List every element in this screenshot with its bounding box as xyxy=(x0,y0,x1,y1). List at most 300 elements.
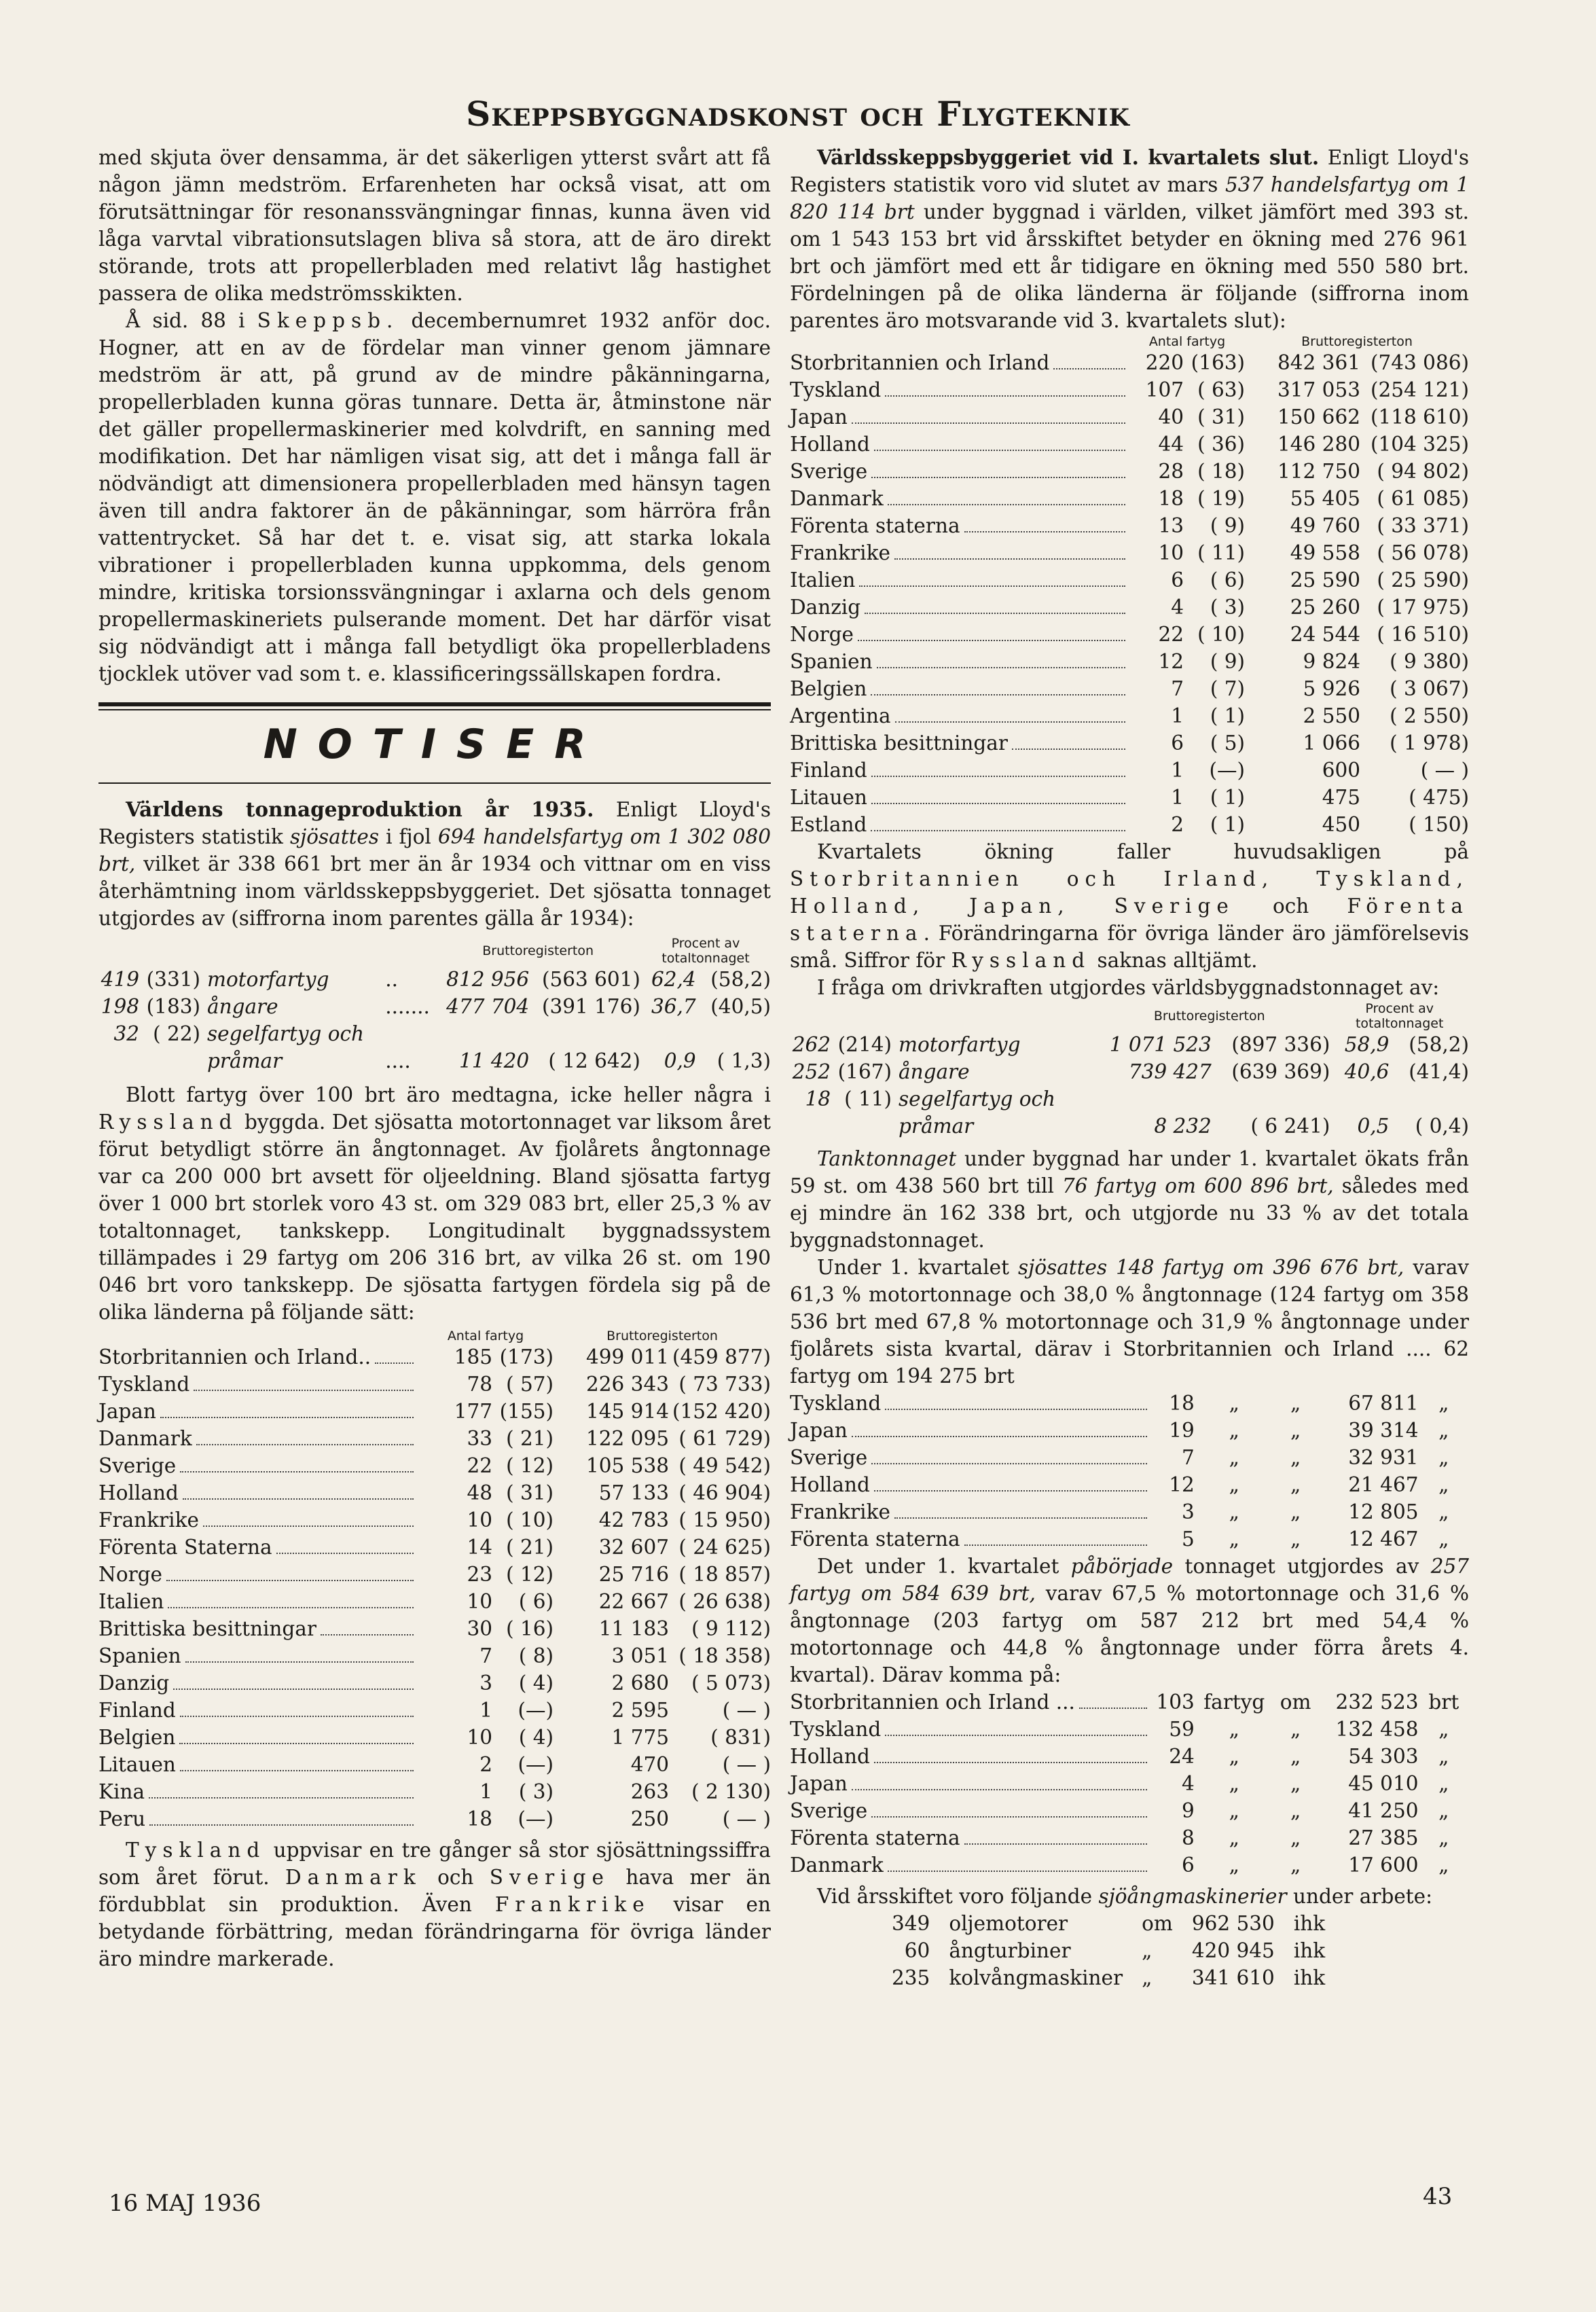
table-row xyxy=(790,594,1469,621)
table-cell xyxy=(790,566,1129,594)
country-name: Tyskland xyxy=(790,378,882,401)
table-cell xyxy=(98,1506,418,1534)
table-cell: 44 xyxy=(1158,433,1184,456)
table-cell: 470 xyxy=(630,1753,669,1776)
table-cell xyxy=(98,1751,418,1778)
table-cell xyxy=(790,539,1129,566)
table-cell: 1 xyxy=(1171,759,1184,782)
paragraph: Under 1. kvartalet sjösattes 148 fartyg om 396 676 brt, varav 61,3 % motortonnage och 38,0 % ångtonnage (124 fartyg om 358 536 brt med 67,8 % motortonnage och 31,9 % ångtonnage under fjolårets sista kvartal, därav i Storbritannien och Irland .... 62 fartyg om 194 275 brt xyxy=(790,1256,1469,1388)
table-cell: (391 176) xyxy=(541,995,640,1018)
table-cell: 67 811 xyxy=(1348,1392,1419,1415)
table-cell xyxy=(139,1047,200,1074)
table-cell: 12 467 xyxy=(1348,1528,1419,1551)
country-name: Finland xyxy=(98,1699,176,1722)
table-row xyxy=(790,1417,1469,1444)
table-cell: ( 9) xyxy=(1210,514,1245,537)
table-cell: ( 57) xyxy=(506,1373,554,1396)
country-name: Norge xyxy=(790,623,854,646)
table-cell xyxy=(98,1534,418,1561)
table-cell: 49 558 xyxy=(1290,541,1360,564)
table-cell: 1 xyxy=(1171,786,1184,809)
table-row xyxy=(98,1751,771,1778)
table-cell: 21 467 xyxy=(1348,1473,1419,1496)
table-cell: 60 xyxy=(904,1939,930,1962)
table-cell: ( 10) xyxy=(506,1509,554,1532)
table-cell: 62,4 xyxy=(651,968,696,991)
table-row xyxy=(790,1113,1469,1140)
table-cell: ( — ) xyxy=(722,1807,771,1830)
table-row xyxy=(98,1642,771,1669)
launch-by-country-table xyxy=(790,1390,1469,1553)
table-cell: „ xyxy=(1438,1392,1449,1415)
country-name: Sverige xyxy=(790,1799,868,1822)
table-cell: 477 704 xyxy=(446,995,530,1018)
table-cell: 145 914 xyxy=(586,1400,669,1423)
table-cell: ( 11) xyxy=(1197,541,1245,564)
country-name: Sverige xyxy=(98,1454,177,1477)
table-cell: kolvångmaskiner xyxy=(949,1966,1123,1989)
table-cell xyxy=(529,1020,640,1047)
country-name: Finland xyxy=(790,759,867,782)
table-cell: (459 877) xyxy=(672,1345,771,1369)
table-cell: ( 0,4) xyxy=(1415,1115,1469,1138)
table-cell: ( 31) xyxy=(506,1481,554,1504)
table-row xyxy=(790,566,1469,594)
table-cell: ( 36) xyxy=(1197,433,1245,456)
table-cell: „ xyxy=(1229,1799,1239,1822)
table-cell: „ xyxy=(1438,1500,1449,1523)
table-cell: „ xyxy=(1229,1826,1239,1849)
country-name: Frankrike xyxy=(790,541,890,564)
table-cell: ( 2 130) xyxy=(691,1780,771,1803)
table-row xyxy=(98,1479,771,1506)
table-cell: 185 xyxy=(454,1345,492,1369)
table-cell: ( 1) xyxy=(1210,786,1245,809)
table-cell xyxy=(1330,1085,1389,1113)
table-cell: 18 xyxy=(1169,1392,1195,1415)
table-cell: „ xyxy=(1290,1772,1301,1795)
table-cell: 420 945 xyxy=(1191,1939,1275,1962)
table-row xyxy=(98,1561,771,1588)
table-cell: 226 343 xyxy=(586,1373,669,1396)
table-cell: 49 760 xyxy=(1290,514,1360,537)
table-cell: 842 361 xyxy=(1277,351,1360,374)
country-name: Litauen xyxy=(790,786,867,809)
table-cell xyxy=(98,1778,418,1805)
table-cell xyxy=(98,1452,418,1479)
table-cell: 812 956 xyxy=(446,968,530,991)
table-row xyxy=(892,1964,1344,1991)
table-cell: ....... xyxy=(385,995,430,1018)
table-cell: ( 9 112) xyxy=(691,1617,771,1640)
table-cell: „ xyxy=(1290,1473,1301,1496)
country-name: Storbritannien och Irland ... xyxy=(790,1691,1075,1714)
table-cell: 103 xyxy=(1156,1691,1195,1714)
table-row xyxy=(790,1852,1469,1879)
country-launch-table: Antal fartyg Bruttoregisterton Storbritannien och Irland.. 185 (173) 499 011 (459 877) Tyskland 78 ( 57) 226 343 ( 73 733) Japan 177 (155) 145 914 (152 420) Danmark 33 ( 21) 122 095 ( 61 729) Sverige 22 ( 12) 105 538 ( 49 542) Holland 48 ( 31) 57 133 ( 46 904) Frankrike 10 ( 10) 42 783 ( 15 950) Förenta Staterna 14 ( 21) 32 607 ( 24 625) Norge 23 ( 12) 25 716 ( 18 857) Italien 10 ( 6) 22 667 ( 26 638) Brittiska besittningar 30 ( 16) 11 183 ( 9 112) Spanien 7 ( 8) 3 051 ( 18 358) Danzig 3 ( 4) 2 680 ( 5 073) Finland 1 (—) 2 595 ( — ) Belgien 10 ( 4) 1 775 ( 831) Litauen 2 (—) 470 ( — ) Kina 1 ( 3) 263 ( 2 130) Peru 18 (—) 250 ( — ) xyxy=(98,1329,771,1832)
tonnage-type-table: Bruttoregisterton Procent av totaltonnaget 419 (331) motorfartyg .. 812 956 (563 601) 62,4 (58,2) 198 (183) ångare ....... 477 704 (391 176) 36,7 (40,5) 32 ( 22) segelfartyg och pråmar .... 11 420 ( 12 642) 0,9 ( 1,3) xyxy=(98,936,771,1074)
machinery-table xyxy=(892,1910,1344,1991)
table-cell: ångare xyxy=(207,995,278,1018)
table-cell: ( 3) xyxy=(1210,596,1245,619)
table-row xyxy=(790,1085,1469,1113)
table-cell: 19 xyxy=(1169,1419,1195,1442)
table-cell: 32 607 xyxy=(598,1536,669,1559)
table-cell: 55 405 xyxy=(1290,487,1360,510)
table-row xyxy=(98,1047,771,1074)
table-cell: ( 11) xyxy=(844,1087,892,1110)
table-cell xyxy=(790,1743,1151,1770)
table-cell: ( 25 590) xyxy=(1377,568,1469,592)
table-row xyxy=(790,675,1469,702)
country-name: Danmark xyxy=(790,487,884,510)
table-cell: „ xyxy=(1290,1854,1301,1877)
table-cell xyxy=(1089,1085,1212,1113)
table-cell: ( 18 358) xyxy=(678,1644,771,1667)
table-cell: „ xyxy=(1438,1745,1449,1768)
table-cell: 54 303 xyxy=(1348,1745,1419,1768)
table-cell: „ xyxy=(1438,1772,1449,1795)
table-cell: om xyxy=(1280,1691,1311,1714)
table-cell: 1 xyxy=(479,1699,492,1722)
table-cell: ( 3) xyxy=(518,1780,554,1803)
table-cell: „ xyxy=(1229,1772,1239,1795)
country-construction-table: Antal fartyg Bruttoregisterton Storbritannien och Irland 220 (163) 842 361 (743 086) Tyskland 107 ( 63) 317 053 (254 121) Japan 40 ( 31) 150 662 (118 610) Holland 44 ( 36) 146 280 (104 325) Sverige 28 ( 18) 112 750 ( 94 802) Danmark 18 ( 19) 55 405 ( 61 085) Förenta staterna 13 ( 9) 49 760 ( 33 371) Frankrike 10 ( 11) 49 558 ( 56 078) Italien 6 ( 6) 25 590 ( 25 590) Danzig 4 ( 3) 25 260 ( 17 975) Norge 22 ( 10) 24 544 ( 16 510) Spanien 12 ( 9) 9 824 ( 9 380) Belgien 7 ( 7) 5 926 ( 3 067) Argentina 1 ( 1) 2 550 ( 2 550) Brittiska besittningar 6 ( 5) 1 066 ( 1 978) Finland 1 (—) 600 ( — ) Litauen 1 ( 1) 475 ( 475) Estland 2 ( 1) 450 ( 150) xyxy=(790,334,1469,838)
table-cell: 9 824 xyxy=(1303,650,1360,673)
table-row xyxy=(98,1452,771,1479)
table-cell: 1 066 xyxy=(1303,731,1360,755)
table-row xyxy=(790,349,1469,376)
country-name: Sverige xyxy=(790,460,868,483)
country-name: Norge xyxy=(98,1563,163,1586)
table-cell xyxy=(98,1669,418,1697)
table-cell: 0,5 xyxy=(1357,1115,1390,1138)
table-cell xyxy=(790,675,1129,702)
table-cell: (563 601) xyxy=(541,968,640,991)
table-cell: „ xyxy=(1229,1473,1239,1496)
country-name: Italien xyxy=(98,1590,164,1613)
country-name: Storbritannien och Irland xyxy=(790,351,1050,374)
table-cell: 419 xyxy=(101,968,139,991)
table-cell: ( 831) xyxy=(710,1726,771,1749)
table-cell xyxy=(790,1525,1151,1553)
table-cell: 132 458 xyxy=(1335,1718,1419,1741)
table-cell: 349 xyxy=(892,1912,930,1935)
table-row xyxy=(790,1390,1469,1417)
table-cell: ( 46 904) xyxy=(678,1481,771,1504)
country-name: Holland xyxy=(790,1745,870,1768)
table-cell: (183) xyxy=(146,995,200,1018)
table-cell: 22 667 xyxy=(598,1590,669,1613)
table-cell: (118 610) xyxy=(1370,405,1469,429)
table-row xyxy=(98,1020,771,1047)
table-cell: 10 xyxy=(467,1726,492,1749)
table-cell: ihk xyxy=(1293,1912,1326,1935)
table-cell xyxy=(790,1852,1151,1879)
table-row xyxy=(790,403,1469,431)
table-cell: ( 26 638) xyxy=(678,1590,771,1613)
table-cell: 198 xyxy=(101,995,139,1018)
table-cell: ångare xyxy=(899,1060,970,1083)
table-cell xyxy=(98,1425,418,1452)
table-cell xyxy=(790,1716,1151,1743)
table-cell xyxy=(790,729,1129,757)
country-name: Holland xyxy=(790,433,870,456)
table-cell: „ xyxy=(1229,1500,1239,1523)
table-cell: 24 544 xyxy=(1290,623,1360,646)
table-row xyxy=(98,1425,771,1452)
table-cell: ( 9) xyxy=(1210,650,1245,673)
country-name: Peru xyxy=(98,1807,146,1830)
table-cell: ( 61 085) xyxy=(1377,487,1469,510)
table-cell xyxy=(790,1113,831,1140)
table-cell: ( 4) xyxy=(518,1726,554,1749)
table-cell: „ xyxy=(1290,1392,1301,1415)
paragraph: Blott fartyg över 100 brt äro medtagna, icke heller några i Ryssland byggda. Det sjösatta motortonnaget var liksom året förut betydligt större än ångtonnaget. Av fjolårets ångtonnage var ca 200 000 brt avsett för oljeeldning. Bland sjösatta fartyg över 1 000 brt storlek voro 43 st. om 329 083 brt, eller 25,3 % av totaltonnaget, tankskepp. Longitudinalt byggnadssystem tillämpades i 29 fartyg om 206 316 brt, av vilka 26 st. om 190 046 brt voro tankskepp. De sjösatta fartygen fördela sig på de olika länderna på följande sätt: xyxy=(98,1083,771,1324)
table-cell: 12 xyxy=(1158,650,1184,673)
table-cell: 1 xyxy=(1171,704,1184,727)
table-cell: ( 9 380) xyxy=(1390,650,1469,673)
table-row xyxy=(98,1534,771,1561)
table-cell: fartyg xyxy=(1203,1691,1265,1714)
table-cell: pråmar xyxy=(899,1115,974,1138)
country-name: Japan xyxy=(790,1419,848,1442)
table-cell xyxy=(696,1020,771,1047)
table-cell: 177 xyxy=(454,1400,492,1423)
table-cell: ( 150) xyxy=(1409,813,1469,836)
country-name: Holland xyxy=(790,1473,870,1496)
section-heading: NOTISER xyxy=(263,721,606,768)
country-name: Danzig xyxy=(790,596,861,619)
table-row xyxy=(790,757,1469,784)
country-name: Förenta staterna xyxy=(790,514,960,537)
table-cell: „ xyxy=(1438,1446,1449,1469)
table-cell: (639 369) xyxy=(1231,1060,1330,1083)
table-cell xyxy=(790,648,1129,675)
table-cell: „ xyxy=(1290,1745,1301,1768)
table-cell: 32 xyxy=(113,1022,139,1045)
table-cell: 11 183 xyxy=(598,1617,669,1640)
table-row xyxy=(98,1588,771,1615)
table-row xyxy=(98,993,771,1020)
paragraph: Det under 1. kvartalet påbörjade tonnaget utgjordes av 257 fartyg om 584 639 brt, varav 67,5 % motortonnage och 31,6 % ångtonnage (203 fartyg om 587 212 brt med 54,4 % motortonnage och 44,8 % ångtonnage under förra årets 4. kvartal). Därav komma på: xyxy=(790,1555,1470,1686)
table-cell: 1 775 xyxy=(611,1726,669,1749)
table-cell: (173) xyxy=(499,1345,554,1369)
table-cell: (167) xyxy=(837,1060,892,1083)
table-cell: ( — ) xyxy=(1420,759,1469,782)
country-name: Sverige xyxy=(790,1446,868,1469)
table-cell: 13 xyxy=(1158,514,1184,537)
table-cell: 22 xyxy=(467,1454,492,1477)
table-row xyxy=(790,621,1469,648)
table-cell: ( 73 733) xyxy=(678,1373,771,1396)
table-row xyxy=(98,1343,771,1371)
table-cell: 59 xyxy=(1169,1718,1195,1741)
paragraph: Tanktonnaget under byggnad har under 1. kvartalet ökats från 59 st. om 438 560 brt till 76 fartyg om 600 896 brt, således med ej mindre än 162 338 brt, och utgjorde nu 33 % av det totala byggnadstonnaget. xyxy=(790,1147,1469,1252)
table-cell: 107 xyxy=(1145,378,1184,401)
country-name: Kina xyxy=(98,1780,145,1803)
table-cell xyxy=(98,1642,418,1669)
table-cell: (58,2) xyxy=(710,968,771,991)
table-cell: ( 16 510) xyxy=(1377,623,1469,646)
table-cell xyxy=(98,1805,418,1832)
table-cell: ( 2 550) xyxy=(1390,704,1469,727)
table-cell: 11 420 xyxy=(458,1049,530,1072)
table-cell: 499 011 xyxy=(586,1345,669,1369)
table-cell: 33 xyxy=(467,1427,492,1450)
table-cell xyxy=(790,811,1129,838)
table-cell: 220 xyxy=(1145,351,1184,374)
table-cell: 7 xyxy=(479,1644,492,1667)
country-name: Spanien xyxy=(98,1644,181,1667)
table-cell: 17 600 xyxy=(1348,1854,1419,1877)
table-cell: ( 7) xyxy=(1210,677,1245,700)
table-cell xyxy=(790,512,1129,539)
country-name: Frankrike xyxy=(790,1500,890,1523)
table-cell: ( 1 978) xyxy=(1390,731,1469,755)
table-cell: ( 16) xyxy=(506,1617,554,1640)
table-cell xyxy=(385,1020,435,1047)
country-name: Holland xyxy=(98,1481,179,1504)
country-name: Danmark xyxy=(98,1427,192,1450)
country-name: Japan xyxy=(790,405,848,429)
table-cell: 14 xyxy=(467,1536,492,1559)
country-name: Förenta staterna xyxy=(790,1826,960,1849)
table-cell: 23 xyxy=(467,1563,492,1586)
table-cell xyxy=(790,1444,1151,1471)
table-cell: 30 xyxy=(467,1617,492,1640)
table-cell: (331) xyxy=(146,968,200,991)
table-cell: 9 xyxy=(1181,1799,1195,1822)
table-cell: 41 250 xyxy=(1348,1799,1419,1822)
table-cell xyxy=(790,1471,1151,1498)
table-cell: 450 xyxy=(1322,813,1360,836)
table-cell xyxy=(435,1020,529,1047)
table-cell: 25 260 xyxy=(1290,596,1360,619)
table-cell: ( 63) xyxy=(1197,378,1245,401)
table-cell xyxy=(790,1824,1151,1852)
table-row xyxy=(98,966,771,993)
table-cell xyxy=(1212,1085,1330,1113)
table-cell: motorfartyg xyxy=(899,1033,1021,1056)
country-name: Danzig xyxy=(98,1672,170,1695)
table-cell: segelfartyg och xyxy=(207,1022,365,1045)
table-cell: 18 xyxy=(805,1087,831,1110)
table-cell: 12 xyxy=(1169,1473,1195,1496)
table-cell: .... xyxy=(385,1049,411,1072)
table-cell: 3 xyxy=(479,1672,492,1695)
table-cell: ( 15 950) xyxy=(678,1509,771,1532)
table-cell: ( 19) xyxy=(1197,487,1245,510)
country-name: Japan xyxy=(790,1772,848,1795)
table-cell xyxy=(790,485,1129,512)
country-name: Litauen xyxy=(98,1753,176,1776)
paragraph: med skjuta över densamma, är det säkerligen ytterst svårt att få någon jämn medström. Erfarenheten har också visat, att om förutsättningar för resonanssvängningar finnas, kunna även vid låga varvtal vibrationsutslagen bliva så stora, att de äro direkt störande, trots att propellerbladen med relativt låg hastighet passera de olika medströmsskikten. xyxy=(98,146,771,305)
country-name: Belgien xyxy=(790,677,867,700)
table-cell xyxy=(790,702,1129,729)
table-row xyxy=(790,1743,1469,1770)
table-row xyxy=(98,1697,771,1724)
table-row xyxy=(98,1371,771,1398)
table-row xyxy=(790,729,1469,757)
paragraph: Världens tonnageproduktion år 1935. Enligt Lloyd's Registers statistik sjösattes i fjol 694 handelsfartyg om 1 302 080 brt, vilket är 338 661 brt mer än år 1934 och vittnar om en viss återhämtning inom världsskeppsbyggeriet. Det sjösatta tonnaget utgjordes av (siffrorna inom parentes gälla år 1934): xyxy=(98,797,771,930)
page-header: Skeppsbyggnadskonst och Flygteknik xyxy=(466,94,1130,134)
page-number: 43 xyxy=(1423,2183,1453,2210)
table-cell: 45 010 xyxy=(1348,1772,1419,1795)
table-cell: 146 280 xyxy=(1277,433,1360,456)
notiser-banner xyxy=(98,702,771,784)
table-row xyxy=(790,539,1469,566)
table-cell xyxy=(98,1561,418,1588)
table-cell xyxy=(790,1390,1151,1417)
table-cell: ( 5 073) xyxy=(691,1672,771,1695)
table-cell: „ xyxy=(1290,1419,1301,1442)
table-cell: 10 xyxy=(467,1509,492,1532)
country-name: Brittiska besittningar xyxy=(790,731,1008,755)
table-cell: 78 xyxy=(467,1373,492,1396)
table-cell xyxy=(790,784,1129,811)
table-cell: 8 232 xyxy=(1154,1115,1212,1138)
table-cell: „ xyxy=(1142,1939,1153,1962)
country-name: Belgien xyxy=(98,1726,176,1749)
table-cell: 122 095 xyxy=(586,1427,669,1450)
table-cell: 32 931 xyxy=(1348,1446,1419,1469)
table-cell: (155) xyxy=(499,1400,554,1423)
country-name: Spanien xyxy=(790,650,873,673)
table-cell: 1 071 523 xyxy=(1109,1033,1212,1056)
table-cell xyxy=(790,1498,1151,1525)
table-cell: ( 1,3) xyxy=(717,1049,771,1072)
table-cell: ( 24 625) xyxy=(678,1536,771,1559)
country-name: Brittiska besittningar xyxy=(98,1617,316,1640)
paragraph: Världsskeppsbyggeriet vid I. kvartalets slut. Enligt Lloyd's Registers statistik voro vid slutet av mars 537 handelsfartyg om 1 820 114 brt under byggnad i världen, vilket jämfört med 393 st. om 1 543 153 brt vid årsskiftet betyder en ökning med 276 961 brt och jämfört med ett år tidigare en ökning med 550 580 brt. Fördelningen på de olika länderna är följande (siffrorna inom parentes äro motsvarande vid 3. kvartalets slut): xyxy=(790,145,1470,332)
table-cell xyxy=(640,1020,696,1047)
country-name: Italien xyxy=(790,568,856,592)
table-cell: ( 8) xyxy=(518,1644,554,1667)
country-name: Japan xyxy=(98,1400,156,1423)
country-name: Tyskland xyxy=(98,1373,190,1396)
table-cell: ( 6 241) xyxy=(1250,1115,1330,1138)
table-cell: 6 xyxy=(1171,731,1184,755)
table-cell: segelfartyg och xyxy=(899,1087,1056,1110)
table-cell: 250 xyxy=(630,1807,669,1830)
table-cell: „ xyxy=(1438,1799,1449,1822)
table-cell xyxy=(790,403,1129,431)
table-row xyxy=(892,1910,1344,1937)
table-cell: „ xyxy=(1290,1500,1301,1523)
country-name: Tyskland xyxy=(790,1718,882,1741)
table-row xyxy=(790,1058,1469,1085)
table-cell: „ xyxy=(1229,1854,1239,1877)
table-row xyxy=(790,431,1469,458)
table-cell: 2 550 xyxy=(1303,704,1360,727)
table-cell xyxy=(98,1371,418,1398)
table-cell: 263 xyxy=(630,1780,669,1803)
table-cell: 252 xyxy=(792,1060,831,1083)
table-cell: 48 xyxy=(467,1481,492,1504)
table-cell: 2 xyxy=(479,1753,492,1776)
table-cell: 18 xyxy=(467,1807,492,1830)
table-cell: 10 xyxy=(467,1590,492,1613)
propulsion-table: Bruttoregisterton Procent av totaltonnaget 262 (214) motorfartyg 1 071 523 (897 336) 58,9 (58,2) 252 (167) ångare 739 427 (639 369) 40,6 (41,4) 18 ( 11) segelfartyg och pråmar 8 232 ( 6 241) 0,5 ( 0,4) xyxy=(790,1001,1469,1140)
table-cell: (254 121) xyxy=(1370,378,1469,401)
table-cell: ( 22) xyxy=(153,1022,200,1045)
table-cell: 3 051 xyxy=(611,1644,669,1667)
table-cell: ( 6) xyxy=(518,1590,554,1613)
table-cell: 150 662 xyxy=(1277,405,1360,429)
table-row xyxy=(98,1669,771,1697)
table-cell: 25 590 xyxy=(1290,568,1360,592)
